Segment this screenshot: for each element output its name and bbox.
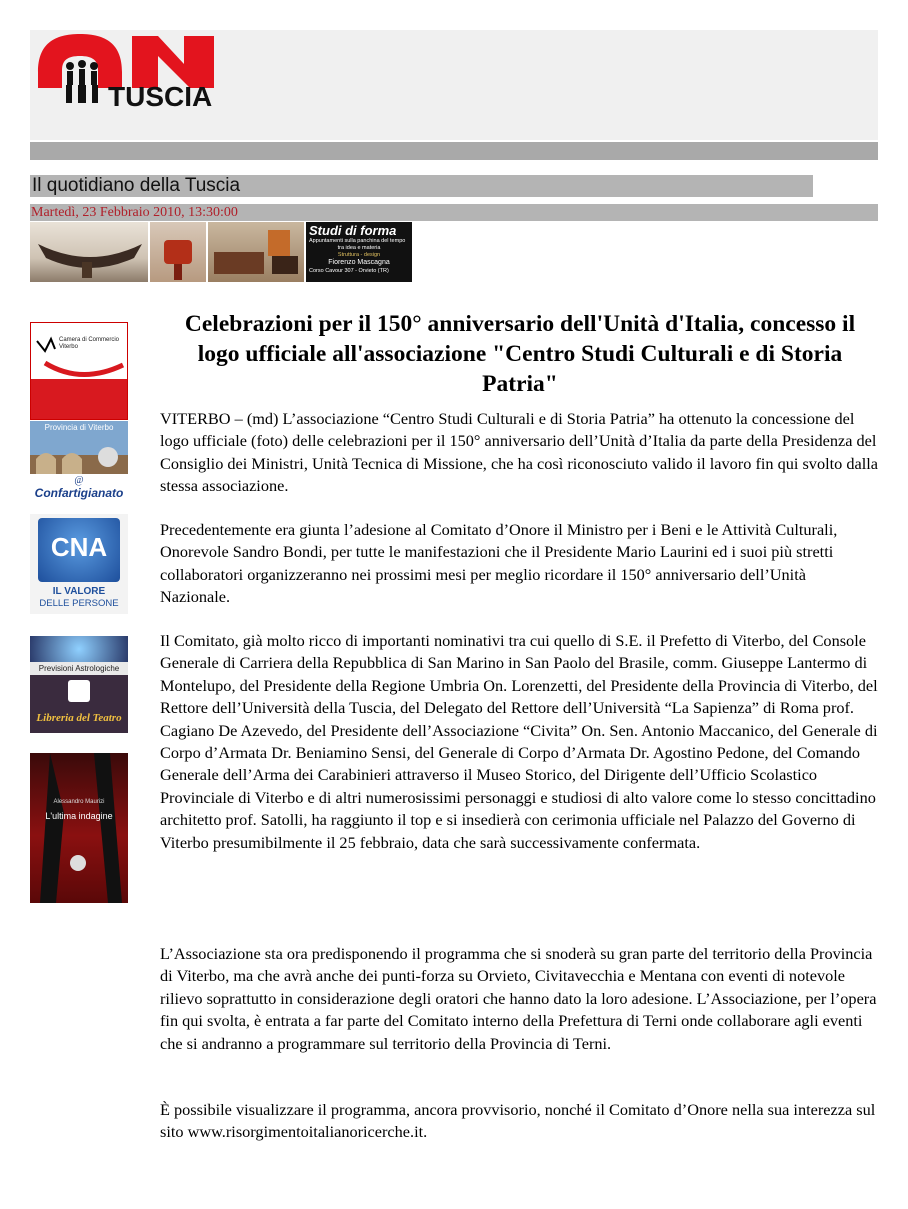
banner-line1: Appuntamenti sulla panchina del tempo: [309, 238, 406, 244]
confart-ad-label: Confartigianato: [34, 486, 124, 500]
banner-text-panel: [306, 222, 412, 282]
header-divider: [30, 142, 878, 160]
libreria-ad-label: Libreria del Teatro: [36, 712, 122, 724]
camera-ad-line1: Camera di Commercio: [59, 337, 120, 343]
article-paragraph-3: Il Comitato, già molto ricco di importanti nominativi tra cui quello di S.E. il Prefetto di Viterbo, del Console Generale di Carriera della Repubblica di San Marino in San Paolo del Brasile, comm. Giuseppe Lantermo di Montelupo, del Presidente della Regione Umbria On. Lorenzetti, del Presidente della Provincia di Viterbo, del Rettore dell’Università della Tuscia, del Delegato del Rettore dell’Università “La Sapienza” di Roma prof. Cagiano De Azevedo, del Presidente dell’Associazione “Civita” On. Sen. Antonio Maccanico, del Generale di Corpo d’Armata Dr. Beniamino Sensi, del Generale di Corpo d’Armata Dr. Agostino Pedone, del Comando Generale dell’Arma dei Carabinieri attraverso il Museo Storico, del Dirigente dell’Ufficio Scolastico Provinciale di Viterbo e di altri numerosissimi personaggi e studiosi di alto valore come lo stesso concittadino architetto prof. Satolli, ha raggiunto il top e si insedierà con cerimonia ufficiale nel Palazzo del Governo di Viterbo presumibilmente il 25 febbraio, data che sarà successivamente confermata.: [160, 631, 878, 852]
article-paragraph-1: VITERBO – (md) L’associazione “Centro Studi Culturali e di Storia Patria” ha ottenuto la concessione del logo ufficiale (foto) delle celebrazioni per il 150° anniversario dell’Unità d’Italia da parte della Presidenza del Consiglio dei Ministri, Unità Tecnica di Missione, che ha così riconosciuto valido il lavoro fin qui svolto dalla stessa associazione.: [160, 409, 878, 496]
cna-line2: DELLE PERSONE: [39, 598, 119, 609]
ad-book-ultima-indagine[interactable]: [30, 753, 128, 903]
banner-brand: Studi di forma: [309, 223, 397, 238]
book-title: L'ultima indagine: [45, 811, 113, 821]
cna-line1: IL VALORE: [52, 586, 106, 597]
article-paragraph-2: Precedentemente era giunta l’adesione al Comitato d’Onore il Ministro per i Beni e le Attività Culturali, Onorevole Sandro Bondi, per tutte le manifestazioni che il Presidente Mario Laurini ed i suoi più stretti collaboratori organizzeranno nei prossimi mesi per meglio ricordare il 150° anniversario dell’Unità Nazionale.: [160, 520, 838, 607]
dice-icon: [68, 680, 90, 702]
confart-emblem-icon: @: [74, 476, 84, 486]
article-paragraph-4: L’Associazione sta ora predisponendo il programma che si snoderà su gran parte del territorio della Provincia di Viterbo, ma che avrà anche dei punti-forza su Orvieto, Civitavecchia e Mentana con eventi di notevole rilievo soprattutto in considerazione degli oratori che hanno dato la loro adesione. L’Associazione, per l’opera fin qui svolta, è entrata a far parte del Comitato interno della Prefettura di Terni onde collaborare agli eventi che si andranno a programmare sul territorio della Provincia di Terni.: [160, 944, 877, 1053]
site-logo[interactable]: [34, 30, 224, 108]
book-author: Alessandro Maurizi: [53, 799, 105, 805]
ad-previsioni-astrologiche[interactable]: [30, 636, 128, 733]
article-paragraph-5: È possibile visualizzare il programma, ancora provvisorio, nonché il Comitato d’Onore nella sua interezza sul sito www.risorgimentoitalianoricerche.it.: [160, 1100, 876, 1142]
banner-photo-furniture-2: [150, 222, 206, 282]
banner-photo-furniture-3: [208, 222, 304, 282]
banner-name: Fiorenzo Mascagna: [328, 259, 390, 266]
astro-ad-label: Previsioni Astrologiche: [30, 662, 128, 675]
banner-address: Corso Cavour 307 - Orvieto (TR): [309, 268, 389, 274]
ad-confartigianato[interactable]: [30, 476, 128, 514]
site-tagline: Il quotidiano della Tuscia: [32, 175, 241, 196]
ad-provincia-viterbo[interactable]: [30, 421, 128, 474]
ad-camera-commercio[interactable]: [30, 322, 128, 420]
provincia-ad-label: Provincia di Viterbo: [44, 423, 114, 432]
cna-logo: CNA: [50, 532, 108, 562]
banner-line3: Struttura - design: [337, 252, 381, 258]
publish-date: Martedì, 23 Febbraio 2010, 13:30:00: [31, 205, 238, 220]
studi-di-forma-banner[interactable]: [30, 222, 412, 282]
logo-wordmark: TUSCIA: [108, 81, 213, 108]
camera-ad-line2: Viterbo: [59, 344, 78, 350]
banner-line2: tra idea e materia: [337, 245, 381, 251]
article-title: Celebrazioni per il 150° anniversario dell'Unità d'Italia, concesso il logo ufficiale all'associazione "Centro Studi Culturali e di Storia Patria": [184, 311, 856, 397]
ad-cna[interactable]: [30, 514, 128, 614]
banner-photo-furniture-1: [30, 222, 148, 282]
